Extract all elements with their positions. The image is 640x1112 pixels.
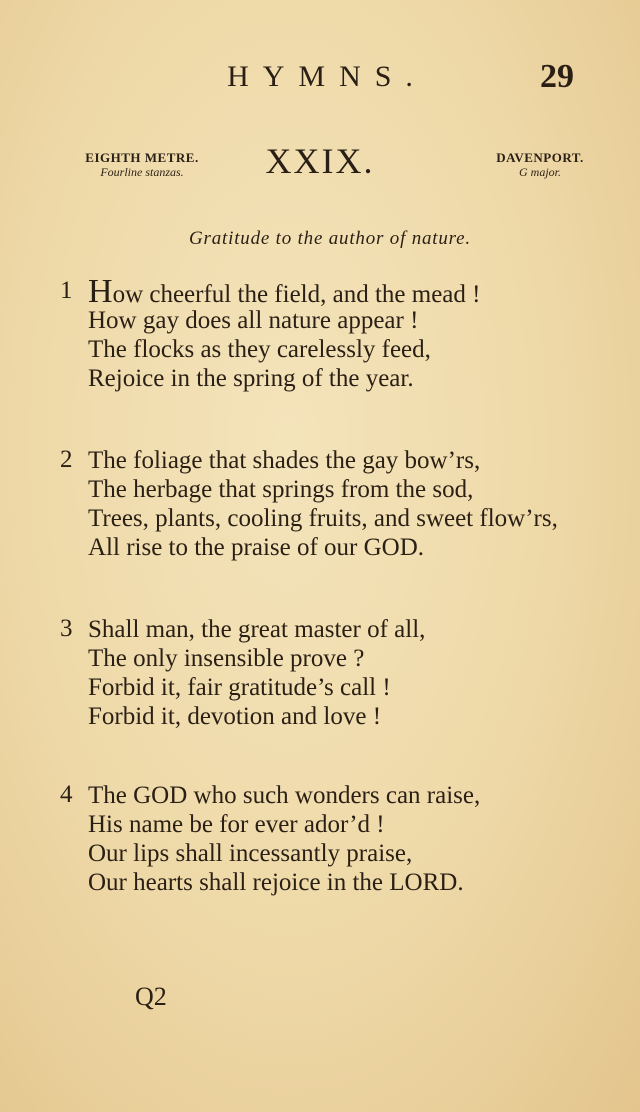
- stanza-form-label: Fourline stanzas.: [100, 165, 184, 179]
- stanza-number: 2: [60, 446, 73, 473]
- tune-info: [470, 150, 610, 180]
- metre-info: [62, 150, 222, 180]
- stanza-lines: [88, 781, 618, 897]
- key-label: G major.: [518, 165, 561, 179]
- tune-label: DAVENPORT.: [496, 150, 584, 165]
- verse-line: The GOD who such wonders can raise,: [88, 782, 481, 809]
- stanza-number: 4: [60, 781, 73, 808]
- metre-label: EIGHTH METRE.: [85, 150, 199, 165]
- verse-line: Rejoice in the spring of the year.: [88, 365, 414, 392]
- verse-line: Our lips shall incessantly praise,: [88, 840, 413, 867]
- stanza-lines: [88, 446, 618, 562]
- running-title: HYMNS.: [227, 60, 427, 93]
- verse-line: The foliage that shades the gay bow’rs,: [88, 447, 481, 474]
- verse-line: Our hearts shall rejoice in the LORD.: [88, 869, 464, 896]
- signature-mark: Q2: [135, 982, 167, 1011]
- verse-line: The herbage that springs from the sod,: [88, 476, 474, 503]
- verse-line: All rise to the praise of our GOD.: [88, 534, 425, 561]
- page-number: 29: [540, 58, 574, 95]
- verse-line: Shall man, the great master of all,: [88, 616, 426, 643]
- verse-line: The only insensible prove ?: [88, 645, 365, 672]
- verse-line: His name be for ever ador’d !: [88, 811, 385, 838]
- verse-line: Forbid it, devotion and love !: [88, 703, 382, 730]
- verse-line: Forbid it, fair gratitude’s call !: [88, 674, 391, 701]
- verse-line: The flocks as they carelessly feed,: [88, 336, 431, 363]
- stanza-number: 3: [60, 615, 73, 642]
- stanza-lines: [88, 615, 618, 731]
- stanza-lines: [88, 273, 618, 393]
- hymn-subtitle: Gratitude to the author of nature.: [189, 228, 471, 249]
- stanza-number: 1: [60, 277, 73, 304]
- verse-line: How gay does all nature appear !: [88, 307, 419, 334]
- drop-initial: H: [88, 273, 113, 310]
- hymn-number: XXIX.: [265, 141, 375, 181]
- verse-line-rest: ow cheerful the field, and the mead !: [112, 281, 481, 308]
- verse-line: Trees, plants, cooling fruits, and sweet flow’rs,: [88, 505, 558, 532]
- verse-line: [88, 273, 618, 310]
